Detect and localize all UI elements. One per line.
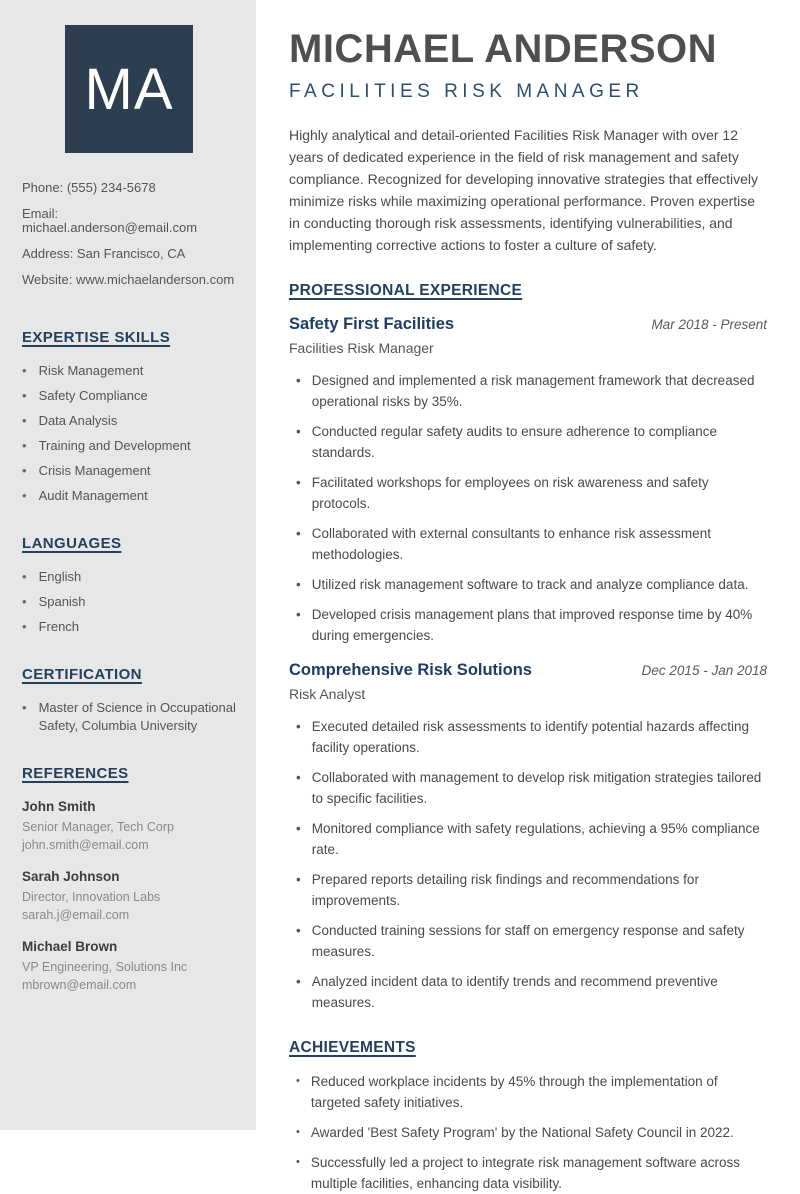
job-bullet: • Developed crisis management plans that improved response time by 40% during emergencies. [289,604,767,646]
job-entry [289,315,767,646]
job-bullet-list [289,370,767,646]
list-item: • English [22,568,236,586]
list-item: • Master of Science in Occupational Safety, Columbia University [22,699,236,735]
reference-role: VP Engineering, Solutions Inc [22,960,188,974]
job-bullet: • Utilized risk management software to track and analyze compliance data. [289,574,767,595]
reference-name: Sarah Johnson [22,869,120,884]
skills-heading: EXPERTISE SKILLS [22,329,171,346]
reference-role: Director, Innovation Labs [22,890,161,904]
job-dates: Mar 2018 - Present [651,317,767,332]
contact-website: Website: www.michaelanderson.com [22,272,235,287]
references-heading: REFERENCES [22,765,129,782]
job-role: Risk Analyst [289,686,366,702]
job-entry [289,661,767,1013]
list-item: • French [22,618,236,636]
reference-email: john.smith@email.com [22,838,149,852]
contact-info [22,181,236,287]
achievement-bullet: • Reduced workplace incidents by 45% through the implementation of targeted safety initiatives. [289,1071,767,1113]
summary-paragraph: Highly analytical and detail-oriented Facilities Risk Manager with over 12 years of dedicated experience in the field of risk management and safety compliance. Recognized for developing innovative strategies that effectively minimize risks while maximizing operational performance. Proven expertise in conducting thorough risk assessments, identifying vulnerabilities, and implementing corrective actions to foster a culture of safety. [289,127,759,253]
certification-heading: CERTIFICATION [22,666,142,683]
job-bullet: • Collaborated with management to develop risk mitigation strategies tailored to specific facilities. [289,767,767,809]
person-title: FACILITIES RISK MANAGER [289,81,644,102]
achievement-bullet: • Successfully led a project to integrate risk management software across multiple facilities, enhancing data visibility. [289,1152,767,1194]
list-item: • Training and Development [22,437,236,455]
list-item: • Audit Management [22,487,236,505]
achievements-list [289,1071,767,1194]
sidebar [0,0,256,1130]
company-name: Comprehensive Risk Solutions [289,661,532,679]
job-bullet: • Conducted regular safety audits to ensure adherence to compliance standards. [289,421,767,463]
certification-list [22,699,236,735]
achievement-bullet: • Awarded 'Best Safety Program' by the National Safety Council in 2022. [289,1122,767,1143]
skills-list [22,362,236,505]
job-bullet: • Facilitated workshops for employees on risk awareness and safety protocols. [289,472,767,514]
avatar [65,25,193,153]
job-header [289,315,767,334]
job-bullet: • Conducted training sessions for staff on emergency response and safety measures. [289,920,767,962]
reference-email: mbrown@email.com [22,978,137,992]
languages-list [22,568,236,636]
reference-entry [22,868,236,924]
reference-name: Michael Brown [22,939,118,954]
job-bullet: • Prepared reports detailing risk findings and recommendations for improvements. [289,869,767,911]
reference-entry [22,798,236,854]
job-bullet: • Collaborated with external consultants to enhance risk assessment methodologies. [289,523,767,565]
list-item: • Spanish [22,593,236,611]
main-content [256,0,800,1191]
list-item: • Crisis Management [22,462,236,480]
job-bullet: • Executed detailed risk assessments to identify potential hazards affecting facility operations. [289,716,767,758]
list-item: • Data Analysis [22,412,236,430]
achievements-heading: ACHIEVEMENTS [289,1039,416,1056]
job-header [289,661,767,680]
company-name: Safety First Facilities [289,315,455,333]
experience-heading: PROFESSIONAL EXPERIENCE [289,282,523,299]
job-bullet-list [289,716,767,1013]
job-bullet: • Analyzed incident data to identify trends and recommend preventive measures. [289,971,767,1013]
avatar-initials: MA [84,56,174,122]
contact-phone: Phone: (555) 234-5678 [22,180,156,195]
job-role: Facilities Risk Manager [289,340,434,356]
list-item: • Risk Management [22,362,236,380]
contact-address: Address: San Francisco, CA [22,246,186,261]
job-dates: Dec 2015 - Jan 2018 [641,663,767,678]
job-bullet: • Designed and implemented a risk management framework that decreased operational risks by 35%. [289,370,767,412]
reference-role: Senior Manager, Tech Corp [22,820,174,834]
reference-name: John Smith [22,799,96,814]
job-bullet: • Monitored compliance with safety regulations, achieving a 95% compliance rate. [289,818,767,860]
person-name: MICHAEL ANDERSON [289,27,718,71]
reference-entry [22,938,236,994]
languages-heading: LANGUAGES [22,535,122,552]
reference-email: sarah.j@email.com [22,908,130,922]
list-item: • Safety Compliance [22,387,236,405]
contact-email: Email: michael.anderson@email.com [22,206,198,235]
